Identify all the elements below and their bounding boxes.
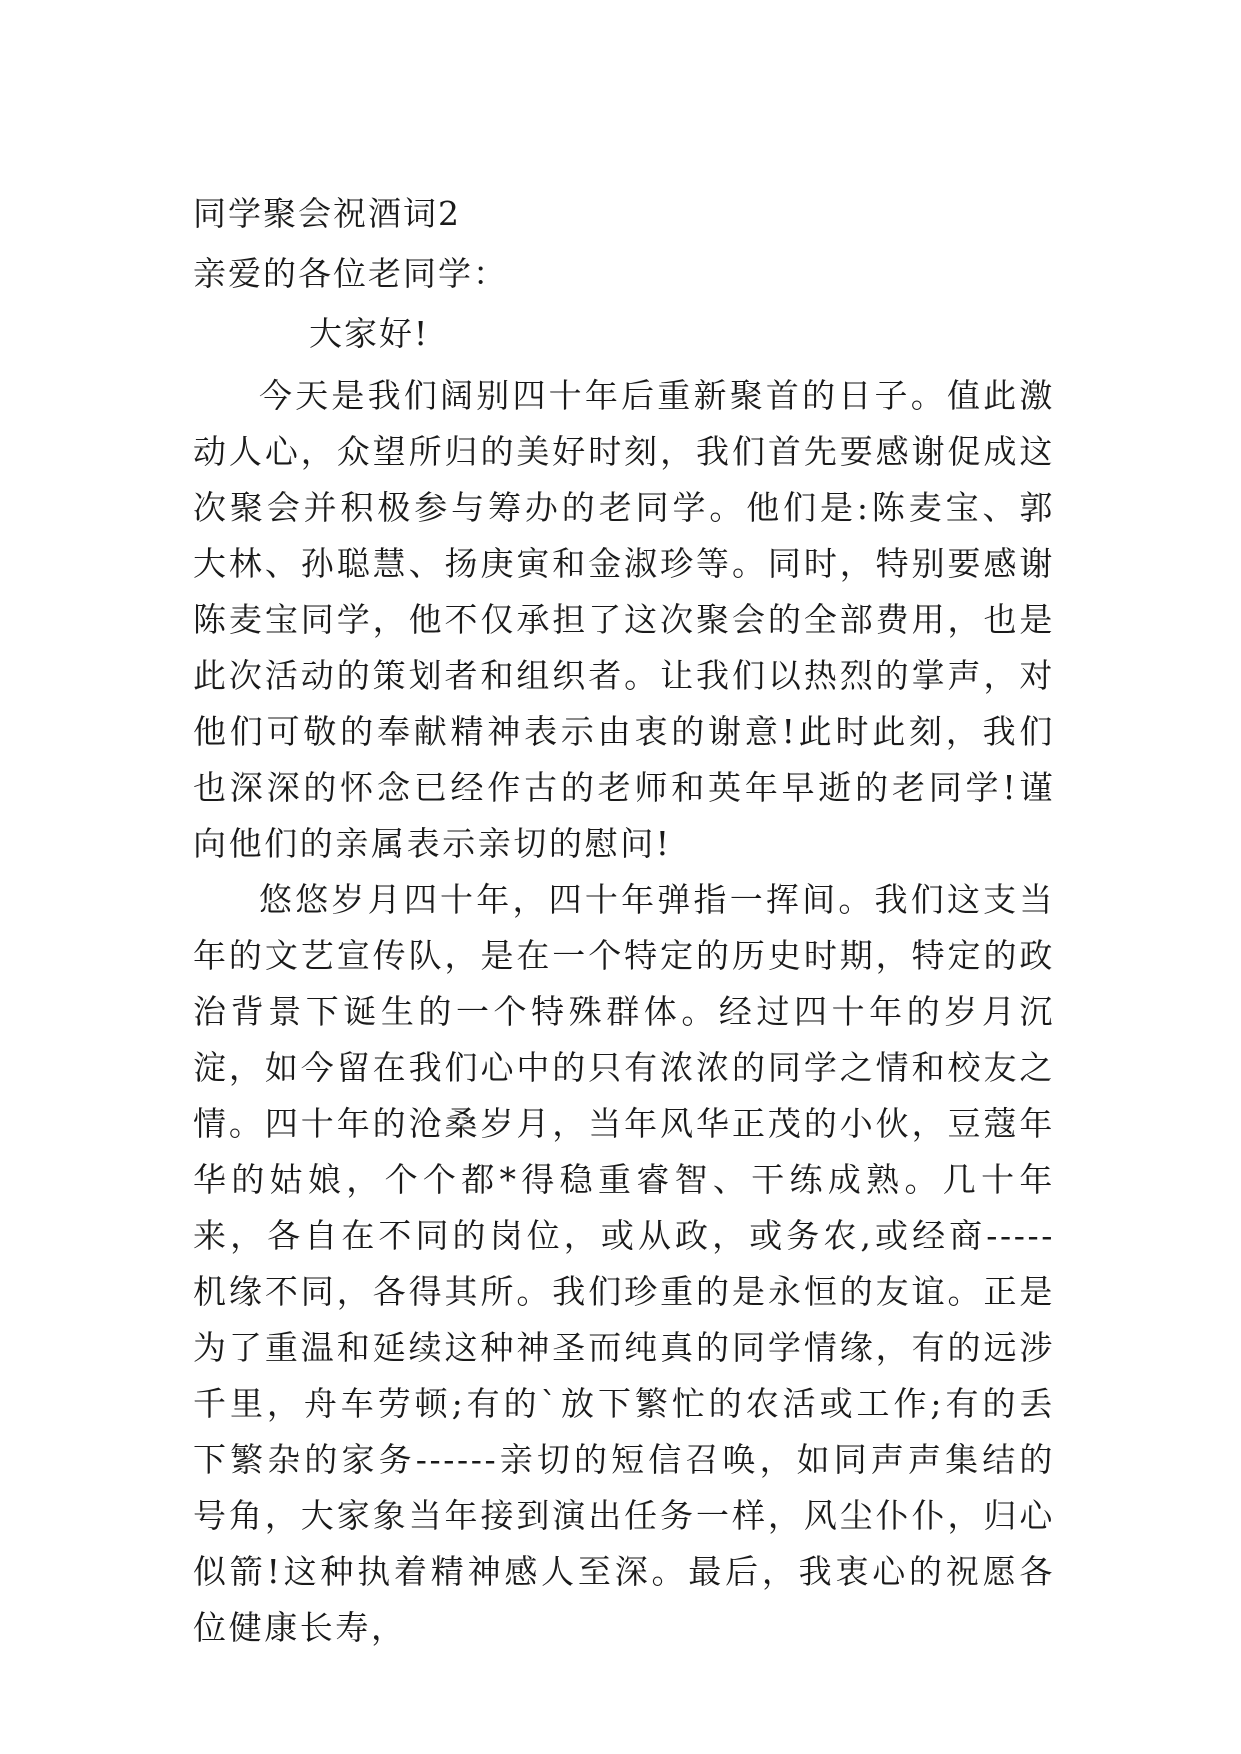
greeting: 大家好!: [309, 314, 430, 353]
document-body: [193, 196, 1055, 1656]
paragraph-2: 悠悠岁月四十年，四十年弹指一挥间。我们这支当年的文艺宣传队，是在一个特定的历史时期，特定的政治背景下诞生的一个特殊群体。经过四十年的岁月沉淀，如今留在我们心中的只有浓浓的同学之情和校友之情。四十年的沧桑岁月，当年风华正茂的小伙，豆蔻年华的姑娘，个个都*得稳重睿智、干练成熟。几十年来，各自在不同的岗位，或从政，或务农,或经商-----机缘不同，各得其所。我们珍重的是永恒的友谊。正是为了重温和延续这种神圣而纯真的同学情缘，有的远涉千里，舟车劳顿;有的`放下繁忙的农活或工作;有的丢下繁杂的家务------亲切的短信召唤，如同声声集结的号角，大家象当年接到演出任务一样，风尘仆仆，归心似箭!这种执着精神感人至深。最后，我衷心的祝愿各位健康长寿，: [193, 880, 1055, 1647]
salutation: 亲爱的各位老同学：: [193, 254, 508, 293]
paragraph-1: 今天是我们阔别四十年后重新聚首的日子。值此激动人心，众望所归的美好时刻，我们首先要感谢促成这次聚会并积极参与筹办的老同学。他们是:陈麦宝、郭大林、孙聪慧、扬庚寅和金淑珍等。同时，特别要感谢陈麦宝同学，他不仅承担了这次聚会的全部费用，也是此次活动的策划者和组织者。让我们以热烈的掌声，对他们可敬的奉献精神表示由衷的谢意!此时此刻，我们也深深的怀念已经作古的老师和英年早逝的老同学!谨向他们的亲属表示亲切的慰问!: [193, 376, 1055, 863]
document-title: 同学聚会祝酒词2: [193, 194, 461, 233]
